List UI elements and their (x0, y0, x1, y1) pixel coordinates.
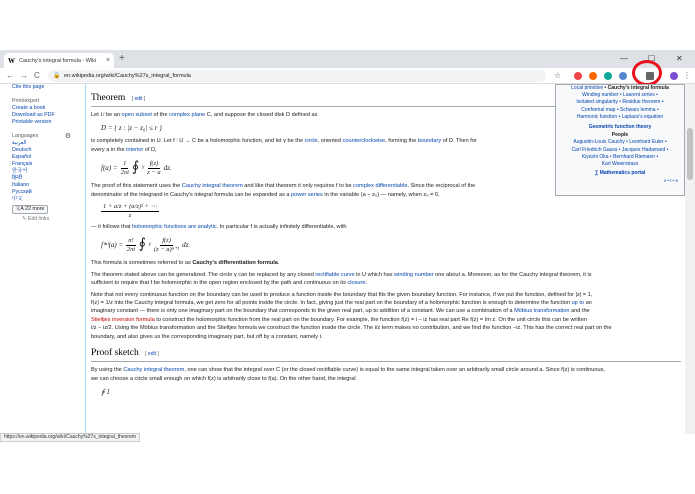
edit-section: [ edit ] (131, 96, 146, 102)
browser-menu-icon[interactable]: ⋮ (683, 71, 691, 80)
differentiation-formula: f⁽ⁿ⁾(a) = $\frac{n!}{2\pi i}$ ∮ γ $\frac{f(z)}{\text{(z − a)ⁿ⁺¹}}$ dz. (101, 236, 191, 253)
edit-link[interactable]: edit (147, 351, 156, 358)
navigation-bar (0, 68, 695, 84)
wikipedia-favicon-icon: W (8, 56, 15, 65)
complex-differentiable-link[interactable]: complex differentiable (353, 183, 408, 190)
stieltjes-inversion-link[interactable]: Stieltjes inversion formula (91, 316, 155, 323)
address-bar[interactable] (48, 70, 546, 82)
navbox-row[interactable]: Isolated singularity • Residue theorem • (576, 99, 664, 106)
paragraph: — it follows that holomorphic functions are analytic. In particular f is actually infinitely differentiable, with (91, 224, 347, 231)
url-text: en.wikipedia.org/wiki/Cauchy%27s_integral_formula (64, 73, 191, 79)
edit-section: [ edit ] (145, 351, 159, 358)
language-link[interactable]: हिन्दी (12, 175, 23, 181)
gear-icon[interactable]: ⚙ (64, 133, 71, 140)
language-link[interactable]: Español (12, 154, 32, 160)
language-link[interactable]: العربية (12, 140, 27, 146)
up-to-link[interactable]: up to (571, 300, 585, 307)
maximize-icon[interactable]: ☐ (648, 54, 656, 63)
extension-icon-blue[interactable] (619, 72, 627, 80)
bookmark-star-icon[interactable]: ☆ (554, 71, 562, 80)
cite-page-link[interactable]: Cite this page (12, 84, 45, 90)
partial-formula: ∮ 1 (101, 387, 110, 396)
language-link[interactable]: 한국어 (12, 168, 28, 174)
tab-title: Cauchy's integral formula - Wiki (19, 57, 97, 64)
navbox-heading-geometric[interactable]: Geometric function theory (588, 124, 652, 131)
window-close-icon[interactable]: ✕ (676, 54, 683, 63)
language-link[interactable]: Русский (12, 189, 32, 195)
vte-links[interactable]: v • t • e (663, 178, 678, 184)
navbox-people-row[interactable]: Carl Friedrich Gauss • Jacques Hadamard • (571, 146, 669, 153)
cauchy-integral-theorem-link[interactable]: Cauchy integral theorem (181, 183, 243, 190)
reload-icon[interactable]: C (34, 71, 40, 80)
language-link[interactable]: Français (12, 161, 33, 167)
navbox-current: Cauchy's integral formula (607, 85, 669, 91)
paragraph: is completely contained in U. Let f : U → C be a holomorphic function, and let γ be the circle, oriented counterclockwise, forming the boundary of D. Then for every a in the interior of D, (91, 138, 477, 153)
edit-link[interactable]: edit (134, 96, 143, 102)
languages-heading (0, 133, 85, 140)
circle-link[interactable]: circle (304, 138, 318, 145)
bottom-margin (0, 442, 695, 494)
cauchy-formula: f(a) = $\frac{1}{2\pi i}$ ∮ γ $\frac{f(z)}{z - a}$ dz. (101, 159, 172, 176)
language-link[interactable]: 中文 (12, 196, 23, 202)
paragraph: This formula is sometimes referred to as Cauchy's differentiation formula. (91, 260, 280, 267)
proof-sketch-heading-text: Proof sketch (91, 348, 139, 359)
portal-icon: ∑ (594, 170, 599, 177)
winding-number-link[interactable]: winding number (394, 271, 434, 278)
paragraph: The theorem stated above can be generalized. The circle γ can be replaced by any closed rectifiable curve in U which has winding number one about a. Moreover, as for the Cauchy integral theorem, it is sufficient to require that f be holomorphic in the open region enclosed by the path and continuous on its closure. (91, 271, 592, 287)
create-book-link[interactable]: Create a book (12, 105, 46, 111)
navbox-row[interactable]: Harmonic function • Laplace's equation (576, 113, 664, 120)
language-link[interactable]: Italiano (12, 182, 30, 188)
complex-plane-link[interactable]: complex plane (169, 112, 206, 118)
paragraph: The proof of this statement uses the Cauchy integral theorem and like that theorem it only requires f to be complex differentiable. Since the reciprocal of the denominator of the integrand in Cauchy's integral formula can be expanded as a power series in the variable (a − z₀) — namely, when z₀ = 0, (91, 183, 476, 198)
lock-icon: 🔒 (53, 73, 61, 79)
edit-links-link[interactable]: ✎ Edit links (22, 216, 50, 222)
minimize-icon[interactable]: — (620, 54, 628, 63)
mobius-transformation-link[interactable]: Möbius transformation (514, 308, 570, 315)
extension-icon-green[interactable] (604, 72, 612, 80)
tab-strip (0, 50, 695, 68)
interior-link[interactable]: interior (126, 146, 144, 153)
profile-avatar-icon[interactable] (670, 72, 678, 80)
extension-icon-red[interactable] (574, 72, 582, 80)
back-arrow-icon[interactable]: ← (6, 71, 14, 80)
print-export-heading: Print/export (12, 98, 40, 104)
status-url-bubble: https://en.wikipedia.org/wiki/Cauchy%27s_integral_theorem (0, 433, 140, 442)
languages-label: Languages (12, 133, 39, 139)
red-annotation-circle (632, 60, 662, 86)
more-languages-button[interactable]: 文A 22 more (12, 205, 48, 214)
top-margin (0, 0, 695, 50)
navbox-people-row[interactable]: Augustin-Louis Cauchy • Leonhard Euler • (573, 139, 667, 146)
counterclockwise-link[interactable]: counterclockwise (342, 138, 386, 145)
disk-formula: D = { z : |z − z₀| ≤ r } (101, 124, 162, 133)
download-pdf-link[interactable]: Download as PDF (12, 112, 55, 118)
paragraph: Let U be an open subset of the complex plane C, and suppose the closed disk D defined as (91, 112, 318, 118)
navbox-people-row[interactable]: Karl Weierstrass (601, 161, 639, 168)
closure-link[interactable]: closure (347, 280, 366, 287)
browser-tab[interactable] (4, 53, 114, 68)
extension-icon-orange[interactable] (589, 72, 597, 80)
new-tab-button[interactable]: + (119, 53, 125, 64)
proof-sketch-heading (91, 347, 681, 362)
navbox-heading-people: People (611, 132, 629, 139)
scrollbar-thumb[interactable] (687, 128, 693, 180)
power-series-link[interactable]: power series (291, 191, 323, 198)
navbox-link[interactable]: Local primitive (571, 85, 604, 91)
holomorphic-analytic-link[interactable]: holomorphic functions are analytic (132, 224, 217, 231)
navbox-people-row[interactable]: Kiyoshi Oka • Bernhard Riemann • (581, 153, 659, 160)
mathematics-portal-link[interactable]: ∑ Mathematics portal (594, 170, 646, 177)
tab-close-icon[interactable]: × (105, 57, 110, 64)
complex-analysis-navbox: Local primitive • Cauchy's integral formula Winding number • Laurent series • Isolated singularity • Residue theorem • Conformal map • Schwarz lemma • Harmonic function • Laplace's equation Geometric function theory People Augustin-Louis Cauchy • Leonhard Euler • Carl Friedrich Gauss • Jacques Hadamard • Kiyoshi Oka • Bernhard Riemann • Karl Weierstrass ∑ Mathematics portal v • t • e (555, 84, 685, 196)
theorem-heading-text: Theorem (91, 93, 126, 103)
navbox-row[interactable]: Conformal map • Schwarz lemma • (581, 106, 659, 113)
rectifiable-curve-link[interactable]: rectifiable curve (315, 271, 355, 278)
paragraph: Note that not every continuous function on the boundary can be used to produce a function inside the boundary that fits the given boundary function. For instance, if we put the function, defined for |z| = 1, f(z) = 1/z into the Cauchy integral formula, we get zero for all points inside the circle. In fact, giving just the real part on the boundary of a holomorphic function is enough to determine the function up to an imaginary constant — there is only one imaginary part on the boundary that corresponds to the given real part, up to addition of a constant. We can use a combination of a Möbius transformation and the Stieltjes inversion formula to construct the holomorphic function from the real part on the boundary. For example, the function f(z) = i − iz has real part Re f(z) = Im z. On the unit circle this can be written i/z − iz/2. Using the Möbius transformation and the Stieltjes formula we construct the function inside the circle. The i/z term makes no contribution, and we find the function −iz. This has the correct real part on the boundary, and also gives us the corresponding imaginary part, but off by a constant, namely i. (91, 291, 612, 340)
printable-version-link[interactable]: Printable version (12, 119, 52, 125)
left-sidebar (0, 84, 85, 254)
paragraph: By using the Cauchy integral theorem, one can show that the integral over C (or the closed rectifiable curve) is equal to the same integral taken over an arbitrarily small circle around a. Since f(z) is continuous, we can choose a circle small enough on which f(z) is arbitrarily close to f(a). On the other hand, the integral (91, 367, 605, 382)
boundary-link[interactable]: boundary (417, 138, 442, 145)
language-link[interactable]: Deutsch (12, 147, 32, 153)
forward-arrow-icon[interactable]: → (20, 71, 28, 80)
cauchy-integral-theorem-link-2[interactable]: Cauchy integral theorem (123, 367, 185, 374)
series-formula: $\frac{\text{1 + a/z + (a/z)² + ⋯}}{z}$ (103, 202, 158, 219)
open-subset-link[interactable]: open subset (121, 112, 152, 118)
navbox-row[interactable]: Winding number • Laurent series • (582, 92, 658, 99)
